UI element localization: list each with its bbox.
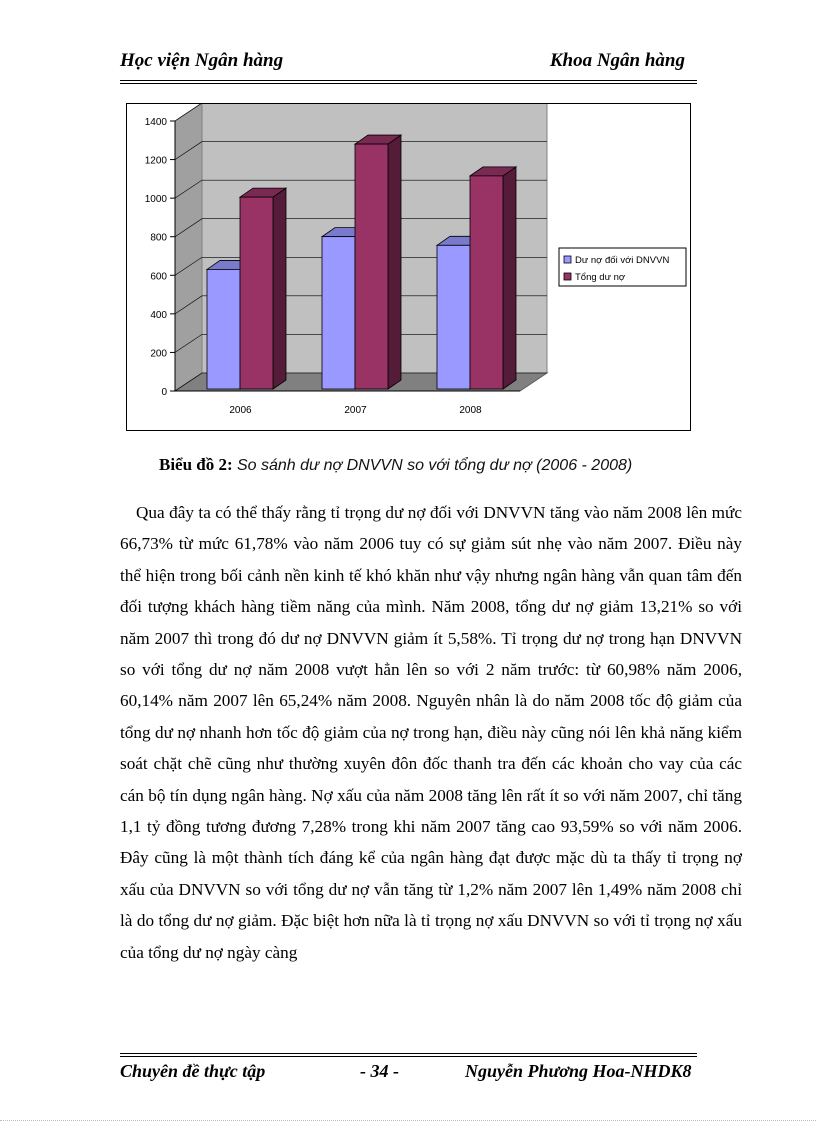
y-tick-label: 0 bbox=[161, 387, 167, 398]
bar bbox=[437, 245, 470, 389]
header-faculty: Khoa Ngân hàng bbox=[549, 50, 685, 71]
page-header bbox=[120, 50, 697, 76]
y-tick-label: 200 bbox=[150, 348, 167, 360]
bar-chart bbox=[126, 103, 691, 431]
legend-label: Dư nợ đối với DNVVN bbox=[575, 255, 670, 266]
bar-side bbox=[388, 135, 401, 389]
paragraph-text: Qua đây ta có thể thấy rằng tỉ trọng dư nợ đối với DNVVN tăng vào năm 2008 lên mức 66,73% từ mức 61,78% vào năm 2006 tuy có sự giảm sút nhẹ vào năm 2007. Điều này thể hiện trong bối cảnh nền kinh tế khó khăn như vậy nhưng ngân hàng vẫn quan tâm đến đối tượng khách hàng tiềm năng của mình. Năm 2008, tổng dư nợ giảm 13,21% so với năm 2007 thì trong đó dư nợ DNVVN giảm ít 5,58%. Tỉ trọng dư nợ trong hạn DNVVN so với tổng dư nợ năm 2008 vượt hẳn lên so với 2 năm trước: từ 60,98% năm 2006, 60,14% năm 2007 lên 65,24% năm 2008. Nguyên nhân là do năm 2008 tốc độ giảm của tổng dư nợ nhanh hơn tốc độ giảm của nợ trong hạn, điều này cũng nói lên khả năng kiểm soát chặt chẽ cũng như thường xuyên đôn đốc thanh tra đến các khoản cho vay của các cán bộ tín dụng ngân hàng. Nợ xấu của năm 2008 tăng lên rất ít so với năm 2007, chỉ tăng 1,1 tỷ đồng tương đương 7,28% trong khi năm 2007 tăng cao 93,59% so với năm 2006. Đây cũng là một thành tích đáng kể của ngân hàng đạt được mặc dù ta thấy tỉ trọng nợ xấu của DNVVN so với tổng dư nợ vẫn tăng từ 1,2% năm 2007 lên 1,49% năm 2008 chỉ là do tổng dư nợ giảm. Đặc biệt hơn nữa là tỉ trọng nợ xấu DNVVN so với tỉ trọng nợ xấu của tổng dư nợ ngày càng bbox=[120, 503, 742, 962]
legend-label: Tổng dư nợ bbox=[575, 272, 626, 283]
bar bbox=[207, 269, 240, 389]
figure-caption bbox=[159, 455, 759, 475]
y-tick-label: 1400 bbox=[144, 117, 167, 128]
legend-swatch bbox=[564, 273, 571, 280]
y-tick-label: 400 bbox=[150, 309, 167, 321]
page-edge bbox=[0, 1120, 816, 1121]
bar bbox=[470, 176, 503, 389]
x-tick-label: 2006 bbox=[229, 405, 252, 416]
bar bbox=[355, 144, 388, 389]
footer-rule bbox=[120, 1053, 697, 1057]
caption-text: So sánh dư nợ DNVVN so với tổng dư nợ (2006 - 2008) bbox=[236, 457, 633, 474]
caption-separator: : bbox=[227, 455, 237, 474]
page-number: - 34 - bbox=[360, 1061, 399, 1081]
footer-document-type: Chuyên đề thực tập bbox=[120, 1061, 266, 1081]
legend-swatch bbox=[564, 256, 571, 263]
chart-svg bbox=[127, 104, 690, 430]
page-footer bbox=[120, 1061, 720, 1087]
footer-author: Nguyễn Phương Hoa-NHDK8 bbox=[465, 1061, 692, 1081]
header-institution: Học viện Ngân hàng bbox=[120, 50, 284, 71]
x-tick-label: 2007 bbox=[344, 405, 367, 416]
bar-side bbox=[273, 188, 286, 389]
x-tick-label: 2008 bbox=[459, 405, 482, 416]
bar bbox=[240, 197, 273, 389]
y-tick-label: 600 bbox=[150, 271, 167, 283]
bar bbox=[322, 237, 355, 389]
header-rule bbox=[120, 80, 697, 84]
caption-label: Biểu đồ 2 bbox=[159, 455, 228, 474]
body-paragraph bbox=[120, 497, 742, 968]
y-tick-label: 1200 bbox=[144, 155, 167, 167]
y-tick-label: 800 bbox=[150, 232, 167, 244]
y-tick-label: 1000 bbox=[144, 194, 167, 206]
bar-side bbox=[503, 167, 516, 389]
side-wall bbox=[175, 104, 202, 391]
